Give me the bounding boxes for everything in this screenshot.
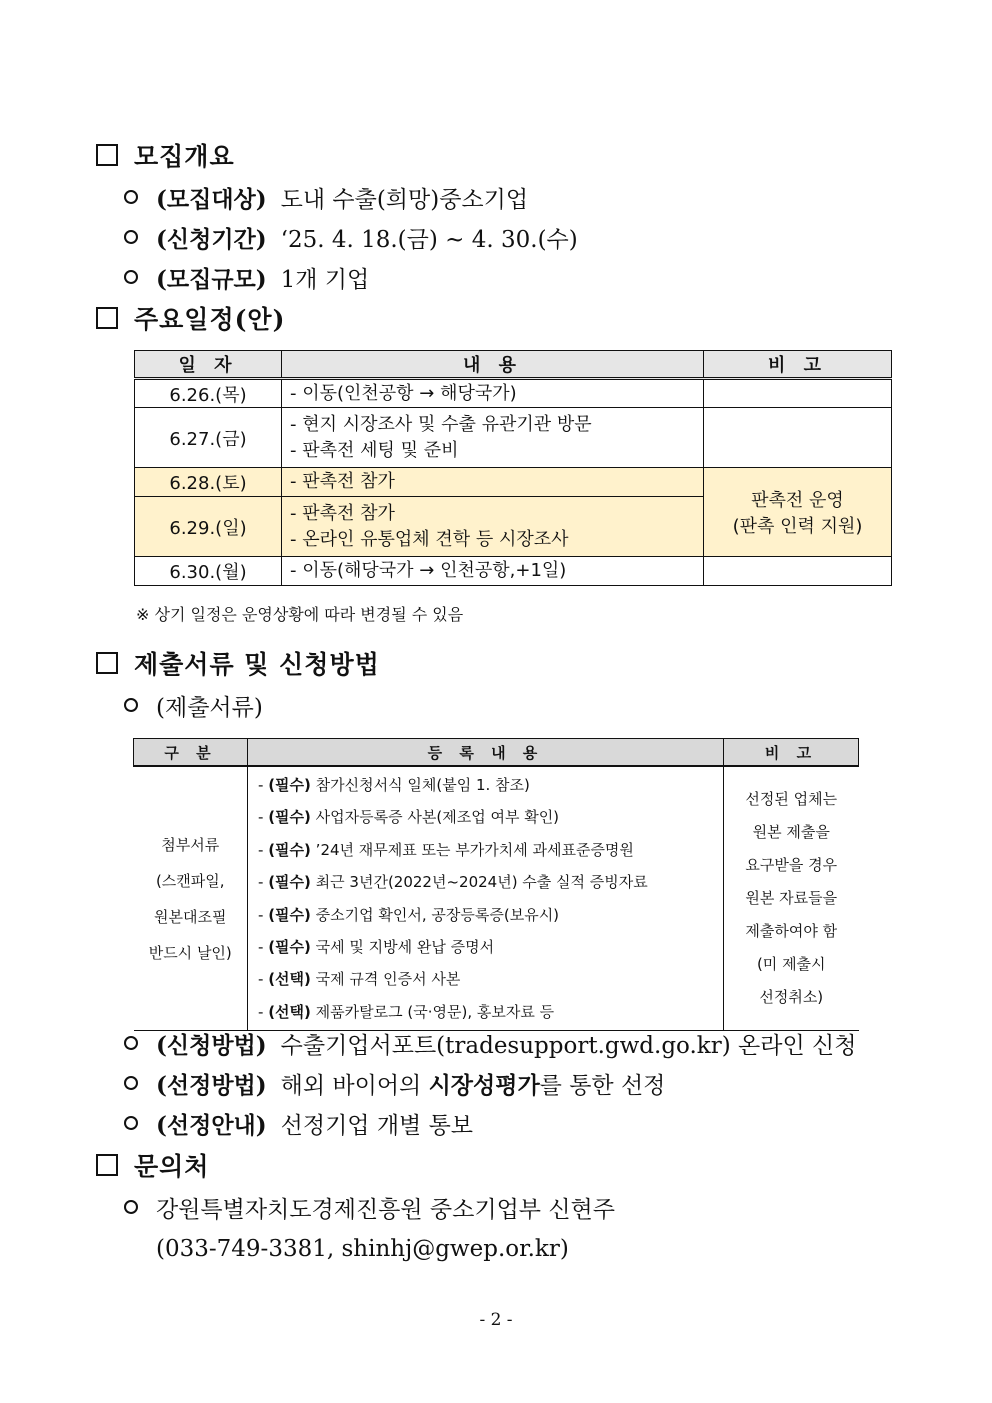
section-title: 제출서류 및 신청방법 [134, 650, 380, 679]
circle-bullet-icon [124, 1036, 138, 1050]
header-content: 등 록 내 용 [248, 739, 724, 767]
circle-bullet-icon [124, 698, 138, 712]
overview-item [124, 260, 369, 294]
overview-item [124, 220, 578, 254]
item-label: (모집규모) [156, 265, 267, 293]
content-cell [248, 766, 724, 1031]
header-content: 내 용 [282, 351, 704, 379]
checkbox-square-icon [96, 652, 118, 674]
table-row [135, 557, 892, 586]
tag: (필수) [268, 776, 311, 794]
remark-line: 원본 자료들을 [745, 889, 838, 908]
page-number: - 2 - [479, 1310, 513, 1330]
tag: (필수) [268, 905, 311, 924]
table-row [135, 379, 892, 408]
document-item: - (선택) 국제 규격 인증서 사본 [258, 970, 461, 989]
item-text: ‘25. 4. 18.(금) ~ 4. 30.(수) [280, 226, 578, 253]
schedule-table [134, 350, 892, 586]
row-content [282, 379, 704, 408]
document-item: - (필수) 국세 및 지방세 완납 증명서 [258, 938, 495, 957]
item-text: 를 통한 선정 [539, 1072, 666, 1099]
circle-bullet-icon [124, 1200, 138, 1214]
table-row-highlight [135, 468, 892, 497]
table-row [135, 408, 892, 468]
row-content [282, 408, 704, 468]
remark-line: (미 제출시 [756, 955, 826, 974]
item-text: 선정기업 개별 통보 [280, 1112, 474, 1139]
header-remark: 비 고 [704, 351, 892, 379]
contact-name: 강원특별자치도경제진흥원 중소기업부 신현주 [156, 1196, 615, 1223]
category-line: 첨부서류 [161, 835, 220, 854]
table-row [134, 766, 859, 1031]
row-date: 6.28.(토) [135, 468, 282, 497]
item-label: (선정방법) [156, 1071, 267, 1099]
row-remark [704, 557, 892, 586]
tag: (선택) [268, 1002, 311, 1021]
checkbox-square-icon [96, 144, 118, 166]
apply-item [124, 1026, 856, 1060]
content-line: - 판촉전 참가 [290, 502, 395, 524]
header-remark: 비 고 [724, 739, 859, 767]
tag: (필수) [268, 873, 311, 892]
checkbox-square-icon [96, 307, 118, 329]
contact-details: (033-749-3381, shinhj@gwep.or.kr) [156, 1236, 569, 1262]
tag: (필수) [268, 808, 311, 827]
content-line: - 온라인 유통업체 견학 등 시장조사 [290, 528, 569, 550]
item-text: 1개 기업 [280, 266, 370, 293]
documents-table [133, 738, 859, 1031]
document-item: - (필수) ’24년 재무제표 또는 부가가치세 과세표준증명원 [258, 840, 634, 859]
document-text: 참가신청서식 일체(붙임 1. 참조) [315, 776, 530, 794]
item-label: (선정안내) [156, 1111, 267, 1139]
remark-line: (판촉 인력 지원) [732, 516, 863, 537]
header-date: 일 자 [135, 351, 282, 379]
document-text: ’24년 재무제표 또는 부가가치세 과세표준증명원 [315, 840, 634, 859]
row-content [282, 497, 704, 557]
content-line: - 판촉전 세팅 및 준비 [290, 439, 459, 461]
item-text: 도내 수출(희망)중소기업 [280, 186, 529, 213]
document-item: - (필수) 참가신청서식 일체(붙임 1. 참조) [258, 776, 530, 794]
item-text: 수출기업서포트(tradesupport.gwd.go.kr) 온라인 신청 [280, 1032, 857, 1059]
tag: (선택) [268, 970, 311, 989]
row-remark [704, 379, 892, 408]
content-line: - 판촉전 참가 [290, 471, 395, 492]
section-heading-overview [96, 138, 235, 172]
document-text: 최근 3년간(2022년~2024년) 수출 실적 증빙자료 [315, 873, 648, 892]
content-line: - 이동(해당국가 → 인천공항,+1일) [290, 560, 567, 581]
category-line: 원본대조필 [154, 907, 227, 926]
row-content [282, 468, 704, 497]
circle-bullet-icon [124, 1076, 138, 1090]
row-date: 6.26.(목) [135, 379, 282, 408]
item-label: (모집대상) [156, 185, 267, 213]
circle-bullet-icon [124, 190, 138, 204]
section-heading-documents [96, 646, 380, 680]
header-category: 구 분 [134, 739, 248, 767]
category-cell [134, 766, 248, 1031]
remark-line: 원본 제출을 [752, 823, 830, 842]
row-date: 6.29.(일) [135, 497, 282, 557]
apply-item [124, 1066, 665, 1100]
remark-line: 판촉전 운영 [751, 490, 844, 511]
tag: (필수) [268, 840, 311, 859]
circle-bullet-icon [124, 1116, 138, 1130]
checkbox-square-icon [96, 1154, 118, 1176]
table-header-row [134, 739, 859, 767]
item-text: 해외 바이어의 [280, 1072, 429, 1099]
tag: (필수) [268, 938, 311, 957]
apply-item [124, 1106, 473, 1140]
docs-item [124, 688, 263, 722]
schedule-note: ※ 상기 일정은 운영상황에 따라 변경될 수 있음 [136, 605, 464, 624]
circle-bullet-icon [124, 270, 138, 284]
section-title: 주요일정(안) [134, 305, 286, 334]
document-item: - (필수) 사업자등록증 사본(제조업 여부 확인) [258, 808, 560, 827]
document-text: 국세 및 지방세 완납 증명서 [315, 938, 495, 957]
table-header-row [135, 351, 892, 379]
item-text-bold: 시장성평가 [428, 1071, 540, 1099]
row-content [282, 557, 704, 586]
row-date: 6.27.(금) [135, 408, 282, 468]
circle-bullet-icon [124, 230, 138, 244]
row-date: 6.30.(월) [135, 557, 282, 586]
item-label: (신청기간) [156, 225, 267, 253]
section-heading-schedule [96, 301, 285, 335]
merged-remark [704, 468, 892, 557]
category-line: (스캔파일, [155, 871, 225, 890]
category-line: 반드시 날인) [148, 943, 232, 962]
remark-line: 선정된 업체는 [745, 790, 838, 809]
remark-line: 제출하여야 함 [745, 922, 838, 941]
document-item: - (필수) 최근 3년간(2022년~2024년) 수출 실적 증빙자료 [258, 873, 648, 892]
remark-cell [724, 766, 859, 1031]
contact-item [124, 1190, 615, 1224]
content-line: - 현지 시장조사 및 수출 유관기관 방문 [290, 413, 592, 435]
item-label: (제출서류) [156, 694, 263, 721]
document-item: - (필수) 중소기업 확인서, 공장등록증(보유시) [258, 905, 560, 924]
row-remark [704, 408, 892, 468]
remark-line: 요구받을 경우 [745, 856, 838, 875]
document-text: 제품카탈로그 (국·영문), 홍보자료 등 [315, 1002, 555, 1021]
document-item: - (선택) 제품카탈로그 (국·영문), 홍보자료 등 [258, 1002, 555, 1021]
content-line: - 이동(인천공항 → 해당국가) [290, 382, 517, 404]
section-title: 문의처 [134, 1152, 210, 1181]
section-title: 모집개요 [134, 142, 235, 171]
document-text: 사업자등록증 사본(제조업 여부 확인) [315, 808, 560, 827]
document-text: 국제 규격 인증서 사본 [315, 970, 461, 989]
overview-item [124, 180, 528, 214]
remark-line: 선정취소) [759, 988, 824, 1007]
section-heading-contact [96, 1148, 209, 1182]
item-label: (신청방법) [156, 1031, 267, 1059]
document-text: 중소기업 확인서, 공장등록증(보유시) [315, 905, 560, 924]
